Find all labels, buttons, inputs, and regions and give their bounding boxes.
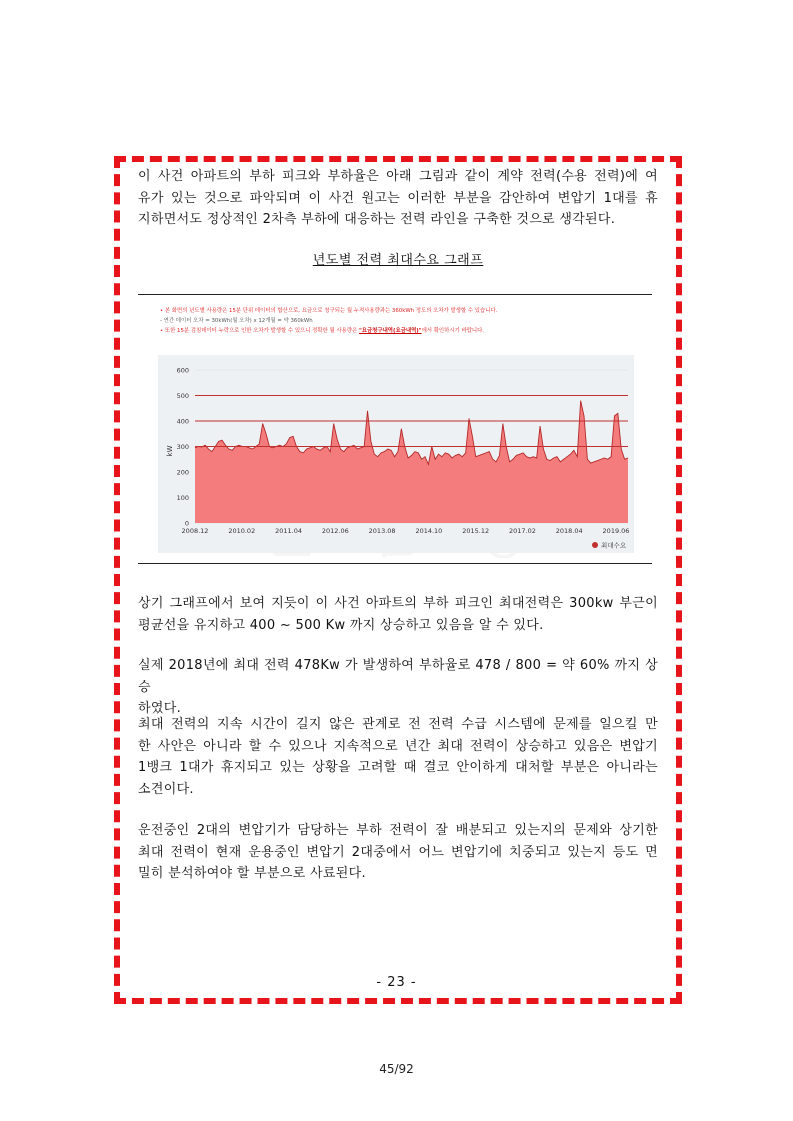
y-tick-label: 400: [176, 417, 189, 426]
y-tick-label: 300: [176, 443, 189, 451]
text-line: 소견이다.: [138, 781, 194, 797]
y-tick-label: 100: [176, 494, 189, 502]
text-line: 하였다.: [138, 701, 182, 716]
chart-note-3-suffix: 에서 확인하시기 바랍니다.: [421, 328, 484, 334]
text-line: 지하면서도 정상적인 2차측 부하에 대응하는 전력 라인을 구축한 것으로 생각된다.: [138, 212, 616, 227]
bottom-rule: [138, 563, 652, 564]
text-line: 이 사건 아파트의 부하 피크와 부하율은 아래 그림과 같이 계약 전력(수용 전력)에 여: [138, 169, 658, 184]
billing-link[interactable]: "요금청구내역(요금내역)": [358, 328, 422, 334]
y-tick-label: 0: [184, 519, 189, 528]
legend-swatch: [592, 542, 598, 548]
chart-note-3: [160, 326, 630, 336]
chart-note-1: • 본 화면의 년도별 사용량은 15분 단위 데이터의 합산으로, 요금으로 청구되는 월 누적사용량과는 360kWh 정도의 오차가 발생할 수 있습니다.: [160, 308, 498, 314]
paragraph-2: [138, 655, 658, 720]
chart-notes: [160, 306, 630, 336]
text-line: 1뱅크 1대가 휴지되고 있는 상황을 고려할 때 결코 안이하게 대처할 부분은 아니라는: [138, 760, 658, 775]
x-tick-label: 2014.10: [415, 527, 443, 535]
x-tick-label: 2019.06: [602, 527, 630, 535]
paragraph-3: [138, 714, 658, 800]
x-tick-label: 2010.02: [228, 527, 256, 535]
chart-note-2: - 연간 데이터 오차 = 30kWh(월 오차) x 12개월 = 약 360kWh: [160, 318, 313, 324]
text-line: 최대 전력이 현재 운용중인 변압기 2대중에서 어느 변압기에 치중되고 있는지 등도 면: [138, 844, 658, 860]
y-axis-label: kW: [166, 445, 174, 457]
x-tick-label: 2015.12: [462, 527, 490, 535]
paragraph-1: [138, 593, 658, 636]
y-tick-label: 600: [176, 366, 189, 375]
legend-label: 최대수요: [601, 541, 627, 550]
x-tick-label: 2012.06: [321, 527, 349, 535]
text-line: 한 사안은 아니라 할 수 있으나 지속적으로 년간 최대 전력이 상승하고 있음은 변압기: [138, 738, 658, 754]
x-tick-label: 2008.12: [181, 527, 209, 535]
text-line: 상기 그래프에서 보여 지듯이 이 사건 아파트의 부하 피크인 최대전력은 300kw 부근이: [138, 596, 658, 611]
text-line: 실제 2018년에 최대 전력 478Kw 가 발생하여 부하율로 478 / 800 = 약 60% 까지 상승: [138, 658, 658, 695]
text-line: 운전중인 2대의 변압기가 담당하는 부하 전력이 잘 배분되고 있는지의 문제와 상기한: [138, 823, 658, 838]
page-number: - 23 -: [376, 975, 417, 990]
text-line: 유가 있는 것으로 파악되며 이 사건 원고는 이러한 부분을 감안하여 변압기 1대를 휴: [138, 190, 658, 206]
y-tick-label: 200: [176, 468, 189, 477]
demand-chart: [150, 355, 640, 555]
x-tick-label: 2013.08: [368, 527, 396, 535]
x-tick-label: 2011.04: [275, 527, 303, 535]
section-title: 년도별 전력 최대수요 그래프: [312, 253, 484, 268]
document-pager: 45/92: [379, 1062, 414, 1076]
x-tick-label: 2017.02: [508, 527, 536, 535]
text-line: 평균선을 유지하고 400 ~ 500 Kw 까지 상승하고 있음을 알 수 있다.: [138, 617, 544, 633]
intro-paragraph: [138, 166, 658, 231]
chart-note-3-prefix: • 또한 15분 검침데이터 누락으로 인한 오차가 발생할 수 있으니 정확한 월 사용량은: [160, 328, 359, 334]
text-line: 최대 전력의 지속 시간이 길지 않은 관계로 전 전력 수급 시스템에 문제를 일으킬 만: [138, 717, 658, 732]
text-line: 밀히 분석하여야 할 부분으로 사료된다.: [138, 866, 366, 881]
top-rule: [138, 294, 652, 295]
x-tick-label: 2018.04: [555, 527, 583, 535]
y-tick-label: 500: [176, 392, 189, 400]
paragraph-4: [138, 820, 658, 885]
